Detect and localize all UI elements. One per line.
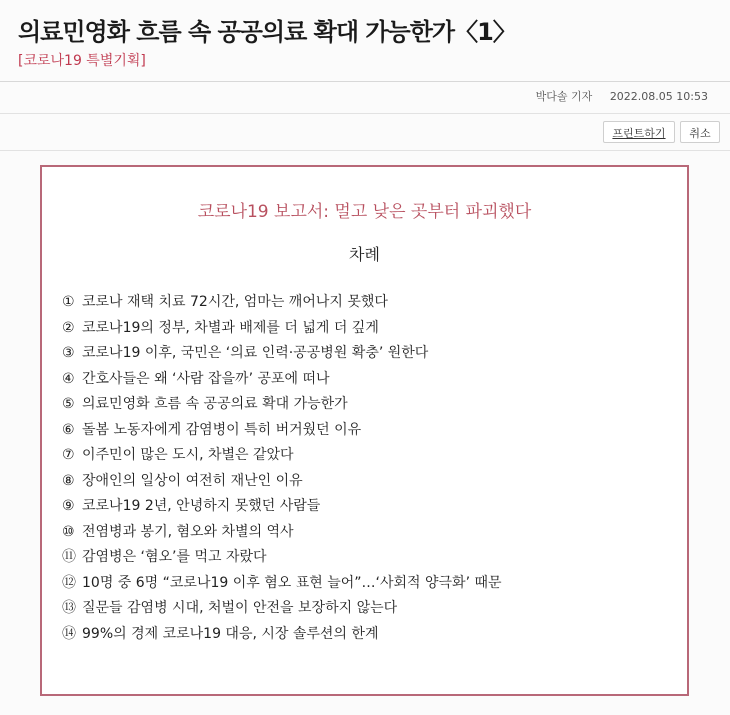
- toc-item-text: 감염병은 ‘혐오’를 먹고 자랐다: [82, 549, 267, 565]
- toc-heading: 차례: [349, 245, 380, 264]
- toc-item: [62, 444, 502, 470]
- toc-item-text: 코로나19 2년, 안녕하지 못했던 사람들: [82, 498, 321, 514]
- toolbar-divider: [0, 150, 730, 151]
- toc-item-text: 10명 중 6명 “코로나19 이후 혐오 표현 늘어”…‘사회적 양극화’ 때문: [82, 574, 502, 591]
- toc-item-text: 전염병과 봉기, 혐오와 차별의 역사: [82, 523, 294, 540]
- toc-item-number: ③: [62, 345, 75, 361]
- toc-item-number: ⑪: [62, 549, 76, 565]
- toc-item-text: 간호사들은 왜 ‘사람 잡을까’ 공포에 떠나: [82, 370, 330, 387]
- toc-item-number: ⑤: [62, 396, 75, 412]
- toc-item-text: 질문들 감염병 시대, 처벌이 안전을 보장하지 않는다: [82, 600, 398, 616]
- toc-item-number: ⑫: [62, 574, 76, 591]
- toc-item: [62, 342, 502, 368]
- toc-item-number: ④: [62, 370, 75, 387]
- toc-item-number: ⑬: [62, 600, 76, 616]
- toc-item-text: 코로나19의 정부, 차별과 배제를 더 넓게 더 깊게: [82, 319, 379, 336]
- publish-date: 2022.08.05 10:53: [609, 90, 708, 103]
- toc-item: [62, 495, 502, 521]
- report-title: 코로나19 보고서: 멀고 낮은 곳부터 파괴했다: [197, 202, 532, 222]
- toc-item-text: 장애인의 일상이 여전히 재난인 이유: [82, 472, 303, 489]
- toc-item: [62, 419, 502, 445]
- print-button[interactable]: 프린트하기: [603, 121, 675, 143]
- toc-item: [62, 368, 502, 394]
- toc-item: [62, 597, 502, 623]
- toc-item: [62, 572, 502, 598]
- toc-item-text: 의료민영화 흐름 속 공공의료 확대 가능한가: [82, 396, 348, 412]
- toc-item-text: 코로나 재택 치료 72시간, 엄마는 깨어나지 못했다: [82, 294, 388, 310]
- toc-item-number: ①: [62, 294, 75, 310]
- toc-item-number: ⑭: [62, 625, 76, 642]
- toc-item-text: 코로나19 이후, 국민은 ‘의료 인력·공공병원 확충’ 원한다: [82, 345, 429, 361]
- toc-item-number: ⑦: [62, 447, 75, 463]
- cancel-button[interactable]: 취소: [680, 121, 720, 143]
- toc-item-text: 이주민이 많은 도시, 차별은 같았다: [82, 447, 294, 463]
- toc-item: [62, 546, 502, 572]
- toc-item-number: ⑩: [62, 523, 75, 540]
- article-title: 의료민영화 흐름 속 공공의료 확대 가능한가〈1〉: [18, 18, 516, 46]
- toc-item-number: ②: [62, 319, 75, 336]
- toc-item-number: ⑧: [62, 472, 75, 489]
- toc-list: [62, 291, 502, 648]
- toc-item-number: ⑥: [62, 421, 75, 438]
- report-box: [40, 165, 689, 696]
- header-divider: [0, 81, 730, 82]
- toc-item: [62, 470, 502, 496]
- toc-item: [62, 291, 502, 317]
- byline-divider: [0, 113, 730, 114]
- toc-item: [62, 317, 502, 343]
- toc-item-number: ⑨: [62, 498, 75, 514]
- toc-item: [62, 623, 502, 649]
- byline: [536, 88, 708, 104]
- toc-item-text: 99%의 경제 코로나19 대응, 시장 솔루션의 한계: [82, 625, 379, 642]
- toc-item-text: 돌봄 노동자에게 감염병이 특히 버거웠던 이유: [82, 421, 362, 438]
- toc-item: [62, 521, 502, 547]
- article-category[interactable]: [코로나19 특별기획]: [18, 53, 146, 69]
- toc-item: [62, 393, 502, 419]
- author-name: 박다솔 기자: [535, 90, 593, 103]
